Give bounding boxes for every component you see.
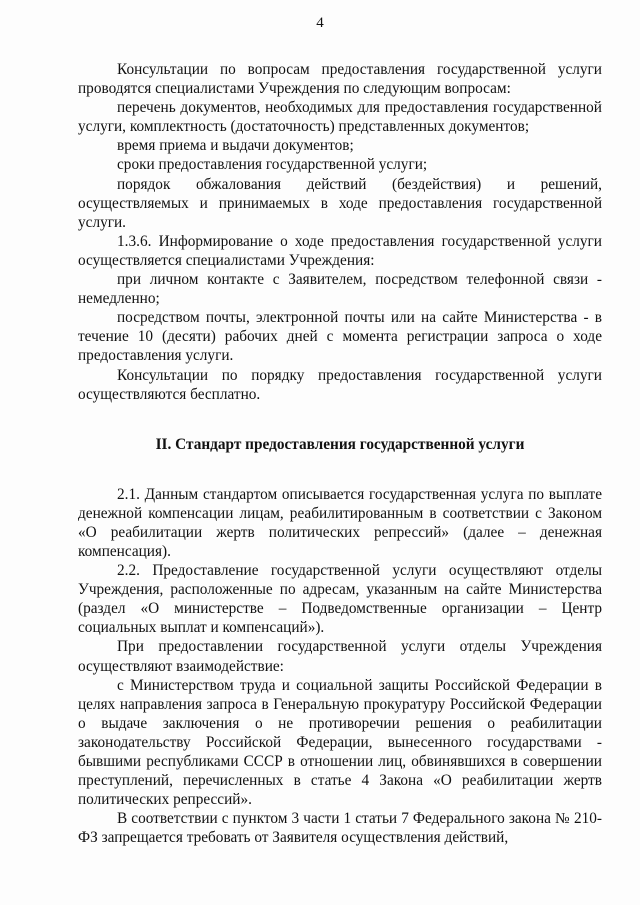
paragraph: перечень документов, необходимых для предоставления государственной услуги, комплектность (достаточность) представленных документов; <box>78 99 602 136</box>
paragraph: Консультации по порядку предоставления государственной услуги осуществляются бесплатно. <box>78 366 602 403</box>
paragraph: с Министерством труда и социальной защиты Российской Федерации в целях направления запроса в Генеральную прокуратуру Российской Федерации о выдаче заключения о не противоречии решения о реабилитации законодательству Российской Федерации, вынесенного государствами - бывшими республиками СССР в отношении лиц, обвинявшихся в совершении преступлений, перечисленных в статье 4 Закона «О реабилитации жертв политических репрессий». <box>78 676 602 809</box>
section-heading: II. Стандарт предоставления государственной услуги <box>155 435 525 453</box>
paragraph: при личном контакте с Заявителем, посредством телефонной связи - немедленно; <box>78 271 602 308</box>
paragraph: посредством почты, электронной почты или на сайте Министерства - в течение 10 (десяти) рабочих дней с момента регистрации запроса о ходе предоставления услуги. <box>78 309 602 365</box>
paragraph: 1.3.6. Информирование о ходе предоставления государственной услуги осуществляется специалистами Учреждения: <box>78 232 602 269</box>
paragraph: сроки предоставления государственной услуги; <box>117 156 428 174</box>
paragraph: Консультации по вопросам предоставления государственной услуги проводятся специалистами Учреждения по следующим вопросам: <box>78 61 602 98</box>
paragraph: порядок обжалования действий (бездействия) и решений, осуществляемых и принимаемых в ходе предоставления государственной услуги. <box>78 175 602 231</box>
paragraph: 2.1. Данным стандартом описывается государственная услуга по выплате денежной компенсации лицам, реабилитированным в соответствии с Законом «О реабилитации жертв политических репрессий» (далее – денежная компенсация). <box>78 485 602 560</box>
paragraph: время приема и выдачи документов; <box>117 137 354 155</box>
paragraph: 2.2. Предоставление государственной услуги осуществляют отделы Учреждения, расположенные по адресам, указанным на сайте Министерства (раздел «О министерстве – Подведомственные организации – Центр социальных выплат и компенсаций»). <box>78 562 602 637</box>
page-content <box>78 60 602 847</box>
paragraph: В соответствии с пунктом 3 части 1 статьи 7 Федерального закона № 210-ФЗ запрещается требовать от Заявителя осуществления действий, <box>78 810 602 847</box>
page-number: 4 <box>316 15 324 31</box>
paragraph: При предоставлении государственной услуги отделы Учреждения осуществляют взаимодействие: <box>78 638 602 675</box>
